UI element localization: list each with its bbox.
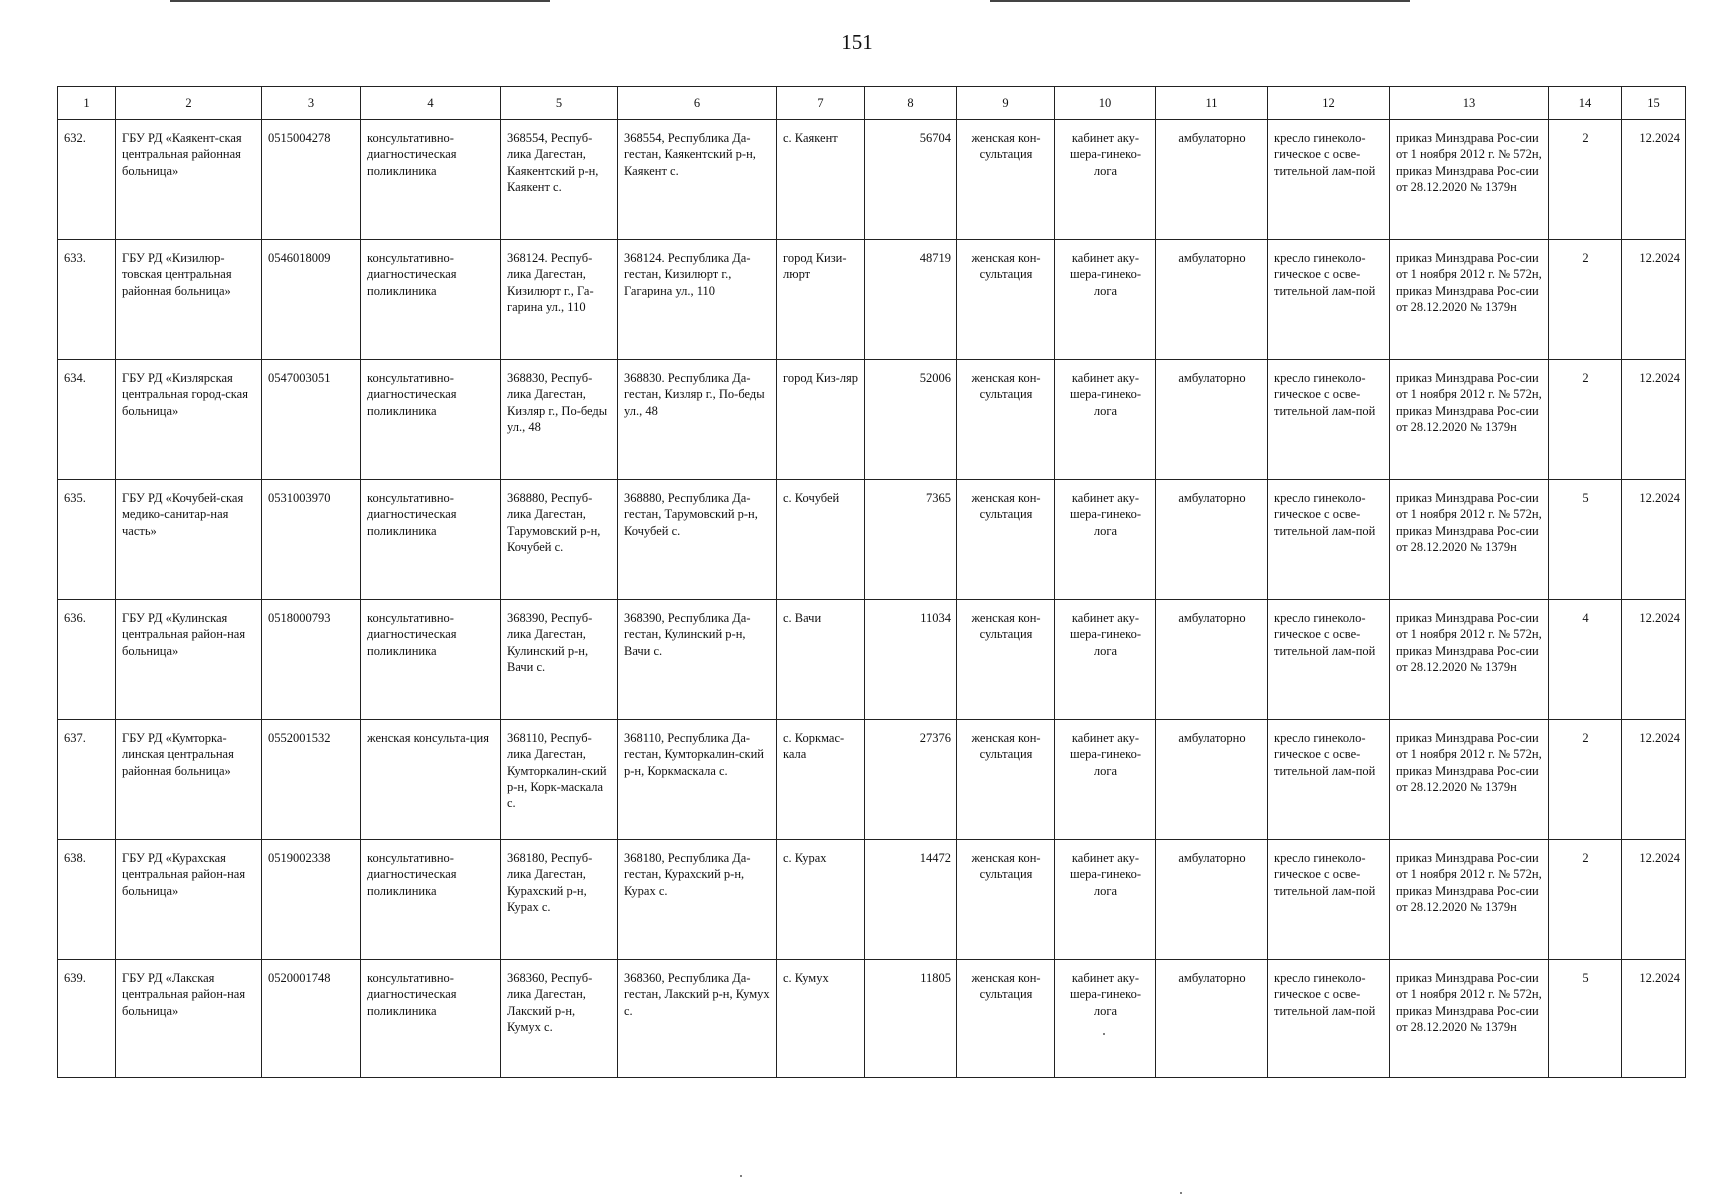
quantity-cell: 2 [1549,720,1622,840]
population-cell: 11805 [865,960,957,1078]
locality-cell: с. Курах [777,840,865,960]
department-cell: женская кон-сультация [957,480,1055,600]
quantity-cell: 5 [1549,960,1622,1078]
facility-type-cell: консультативно-диагностическая поликлиника [361,120,501,240]
room-cell: кабинет аку-шера-гинеко-лога [1055,960,1156,1078]
row-number-cell: 637. [58,720,116,840]
column-header: 10 [1055,87,1156,120]
scan-edge-line [170,0,550,2]
population-cell: 48719 [865,240,957,360]
equipment-name-cell: кресло гинеколо-гическое с осве-тительной лам-пой [1268,600,1390,720]
actual-address-cell: 368554, Республика Да-гестан, Каякентский р-н, Каякент с. [618,120,777,240]
table-row [58,720,1686,840]
table-row [58,600,1686,720]
care-conditions-cell: амбулаторно [1156,720,1268,840]
institution-name-cell: ГБУ РД «Лакская центральная район-ная больница» [116,960,262,1078]
facility-type-cell: консультативно-диагностическая поликлиника [361,360,501,480]
column-header: 15 [1622,87,1686,120]
institution-name-cell: ГБУ РД «Курахская центральная район-ная больница» [116,840,262,960]
institution-code-cell: 0518000793 [262,600,361,720]
regulatory-basis-cell: приказ Минздрава Рос-сии от 1 ноября 2012 г. № 572н, приказ Минздрава Рос-сии от 28.12.2020 № 1379н [1390,120,1549,240]
column-header: 2 [116,87,262,120]
delivery-date-cell: 12.2024 [1622,720,1686,840]
column-number-row [58,87,1686,120]
care-conditions-cell: амбулаторно [1156,240,1268,360]
room-cell: кабинет аку-шера-гинеко-лога [1055,240,1156,360]
care-conditions-cell: амбулаторно [1156,360,1268,480]
quantity-cell: 4 [1549,600,1622,720]
institution-name-cell: ГБУ РД «Кизилюр-товская центральная районная больница» [116,240,262,360]
department-cell: женская кон-сультация [957,240,1055,360]
population-cell: 52006 [865,360,957,480]
care-conditions-cell: амбулаторно [1156,120,1268,240]
legal-address-cell: 368360, Респуб-лика Дагестан, Лакский р-н, Кумух с. [501,960,618,1078]
equipment-name-cell: кресло гинеколо-гическое с осве-тительной лам-пой [1268,360,1390,480]
room-cell: кабинет аку-шера-гинеко-лога [1055,120,1156,240]
column-header: 5 [501,87,618,120]
care-conditions-cell: амбулаторно [1156,480,1268,600]
institution-name-cell: ГБУ РД «Кизлярская центральная город-ская больница» [116,360,262,480]
table-row [58,360,1686,480]
table-row [58,480,1686,600]
delivery-date-cell: 12.2024 [1622,960,1686,1078]
locality-cell: с. Коркмас-кала [777,720,865,840]
population-cell: 56704 [865,120,957,240]
institution-code-cell: 0520001748 [262,960,361,1078]
column-header: 6 [618,87,777,120]
facility-type-cell: женская консульта-ция [361,720,501,840]
institution-code-cell: 0546018009 [262,240,361,360]
locality-cell: с. Кочубей [777,480,865,600]
table-row [58,960,1686,1078]
equipment-name-cell: кресло гинеколо-гическое с осве-тительной лам-пой [1268,240,1390,360]
legal-address-cell: 368554, Респуб-лика Дагестан, Каякентский р-н, Каякент с. [501,120,618,240]
column-header: 14 [1549,87,1622,120]
delivery-date-cell: 12.2024 [1622,600,1686,720]
locality-cell: город Кизи-люрт [777,240,865,360]
register-sheet [57,86,1685,1078]
locality-cell: с. Каякент [777,120,865,240]
row-number-cell: 632. [58,120,116,240]
regulatory-basis-cell: приказ Минздрава Рос-сии от 1 ноября 2012 г. № 572н, приказ Минздрава Рос-сии от 28.12.2020 № 1379н [1390,720,1549,840]
institution-code-cell: 0547003051 [262,360,361,480]
row-number-cell: 636. [58,600,116,720]
scan-speck [1180,1192,1182,1194]
institution-name-cell: ГБУ РД «Каякент-ская центральная районная больница» [116,120,262,240]
locality-cell: с. Кумух [777,960,865,1078]
room-cell: кабинет аку-шера-гинеко-лога [1055,480,1156,600]
regulatory-basis-cell: приказ Минздрава Рос-сии от 1 ноября 2012 г. № 572н, приказ Минздрава Рос-сии от 28.12.2020 № 1379н [1390,960,1549,1078]
regulatory-basis-cell: приказ Минздрава Рос-сии от 1 ноября 2012 г. № 572н, приказ Минздрава Рос-сии от 28.12.2020 № 1379н [1390,480,1549,600]
legal-address-cell: 368390, Респуб-лика Дагестан, Кулинский р-н, Вачи с. [501,600,618,720]
actual-address-cell: 368124. Республика Да-гестан, Кизилюрт г., Гагарина ул., 110 [618,240,777,360]
room-cell: кабинет аку-шера-гинеко-лога [1055,600,1156,720]
actual-address-cell: 368180, Республика Да-гестан, Курахский р-н, Курах с. [618,840,777,960]
department-cell: женская кон-сультация [957,120,1055,240]
regulatory-basis-cell: приказ Минздрава Рос-сии от 1 ноября 2012 г. № 572н, приказ Минздрава Рос-сии от 28.12.2020 № 1379н [1390,360,1549,480]
facility-type-cell: консультативно-диагностическая поликлиника [361,960,501,1078]
delivery-date-cell: 12.2024 [1622,240,1686,360]
institution-code-cell: 0552001532 [262,720,361,840]
care-conditions-cell: амбулаторно [1156,960,1268,1078]
legal-address-cell: 368110, Респуб-лика Дагестан, Кумторкалин-ский р-н, Корк-маскала с. [501,720,618,840]
facility-type-cell: консультативно-диагностическая поликлиника [361,240,501,360]
department-cell: женская кон-сультация [957,360,1055,480]
actual-address-cell: 368830. Республика Да-гестан, Кизляр г., По-беды ул., 48 [618,360,777,480]
equipment-name-cell: кресло гинеколо-гическое с осве-тительной лам-пой [1268,840,1390,960]
institution-name-cell: ГБУ РД «Кумторка-линская центральная районная больница» [116,720,262,840]
locality-cell: с. Вачи [777,600,865,720]
locality-cell: город Киз-ляр [777,360,865,480]
care-conditions-cell: амбулаторно [1156,840,1268,960]
column-header: 8 [865,87,957,120]
population-cell: 27376 [865,720,957,840]
institution-name-cell: ГБУ РД «Кочубей-ская медико-санитар-ная часть» [116,480,262,600]
equipment-name-cell: кресло гинеколо-гическое с осве-тительной лам-пой [1268,720,1390,840]
row-number-cell: 635. [58,480,116,600]
quantity-cell: 5 [1549,480,1622,600]
institution-code-cell: 0531003970 [262,480,361,600]
legal-address-cell: 368124. Респуб-лика Дагестан, Кизилюрт г., Га-гарина ул., 110 [501,240,618,360]
row-number-cell: 634. [58,360,116,480]
legal-address-cell: 368180, Респуб-лика Дагестан, Курахский р-н, Курах с. [501,840,618,960]
scan-edge-line [990,0,1410,2]
row-number-cell: 633. [58,240,116,360]
column-header: 12 [1268,87,1390,120]
column-header: 1 [58,87,116,120]
quantity-cell: 2 [1549,120,1622,240]
equipment-register-table [57,86,1686,1078]
actual-address-cell: 368390, Республика Да-гестан, Кулинский р-н, Вачи с. [618,600,777,720]
legal-address-cell: 368880, Респуб-лика Дагестан, Тарумовский р-н, Кочубей с. [501,480,618,600]
actual-address-cell: 368880, Республика Да-гестан, Тарумовский р-н, Кочубей с. [618,480,777,600]
delivery-date-cell: 12.2024 [1622,840,1686,960]
table-body [58,120,1686,1078]
column-header: 13 [1390,87,1549,120]
population-cell: 7365 [865,480,957,600]
table-row [58,840,1686,960]
delivery-date-cell: 12.2024 [1622,480,1686,600]
quantity-cell: 2 [1549,360,1622,480]
page-number: 151 [841,30,873,54]
actual-address-cell: 368110, Республика Да-гестан, Кумторкалин-ский р-н, Коркмаскала с. [618,720,777,840]
actual-address-cell: 368360, Республика Да-гестан, Лакский р-н, Кумух с. [618,960,777,1078]
delivery-date-cell: 12.2024 [1622,360,1686,480]
department-cell: женская кон-сультация [957,720,1055,840]
population-cell: 14472 [865,840,957,960]
quantity-cell: 2 [1549,840,1622,960]
population-cell: 11034 [865,600,957,720]
legal-address-cell: 368830, Респуб-лика Дагестан, Кизляр г., По-беды ул., 48 [501,360,618,480]
scan-speck [1103,1033,1105,1035]
facility-type-cell: консультативно-диагностическая поликлиника [361,600,501,720]
delivery-date-cell: 12.2024 [1622,120,1686,240]
regulatory-basis-cell: приказ Минздрава Рос-сии от 1 ноября 2012 г. № 572н, приказ Минздрава Рос-сии от 28.12.2020 № 1379н [1390,240,1549,360]
column-header: 3 [262,87,361,120]
column-header: 11 [1156,87,1268,120]
column-header: 9 [957,87,1055,120]
row-number-cell: 638. [58,840,116,960]
column-header: 4 [361,87,501,120]
row-number-cell: 639. [58,960,116,1078]
department-cell: женская кон-сультация [957,960,1055,1078]
institution-code-cell: 0519002338 [262,840,361,960]
equipment-name-cell: кресло гинеколо-гическое с осве-тительной лам-пой [1268,960,1390,1078]
regulatory-basis-cell: приказ Минздрава Рос-сии от 1 ноября 2012 г. № 572н, приказ Минздрава Рос-сии от 28.12.2020 № 1379н [1390,840,1549,960]
regulatory-basis-cell: приказ Минздрава Рос-сии от 1 ноября 2012 г. № 572н, приказ Минздрава Рос-сии от 28.12.2020 № 1379н [1390,600,1549,720]
department-cell: женская кон-сультация [957,840,1055,960]
institution-code-cell: 0515004278 [262,120,361,240]
column-header: 7 [777,87,865,120]
room-cell: кабинет аку-шера-гинеко-лога [1055,720,1156,840]
facility-type-cell: консультативно-диагностическая поликлиника [361,840,501,960]
room-cell: кабинет аку-шера-гинеко-лога [1055,360,1156,480]
institution-name-cell: ГБУ РД «Кулинская центральная район-ная больница» [116,600,262,720]
table-row [58,240,1686,360]
department-cell: женская кон-сультация [957,600,1055,720]
equipment-name-cell: кресло гинеколо-гическое с осве-тительной лам-пой [1268,480,1390,600]
scan-speck [740,1175,742,1177]
facility-type-cell: консультативно-диагностическая поликлиника [361,480,501,600]
care-conditions-cell: амбулаторно [1156,600,1268,720]
quantity-cell: 2 [1549,240,1622,360]
room-cell: кабинет аку-шера-гинеко-лога [1055,840,1156,960]
equipment-name-cell: кресло гинеколо-гическое с осве-тительной лам-пой [1268,120,1390,240]
table-row [58,120,1686,240]
